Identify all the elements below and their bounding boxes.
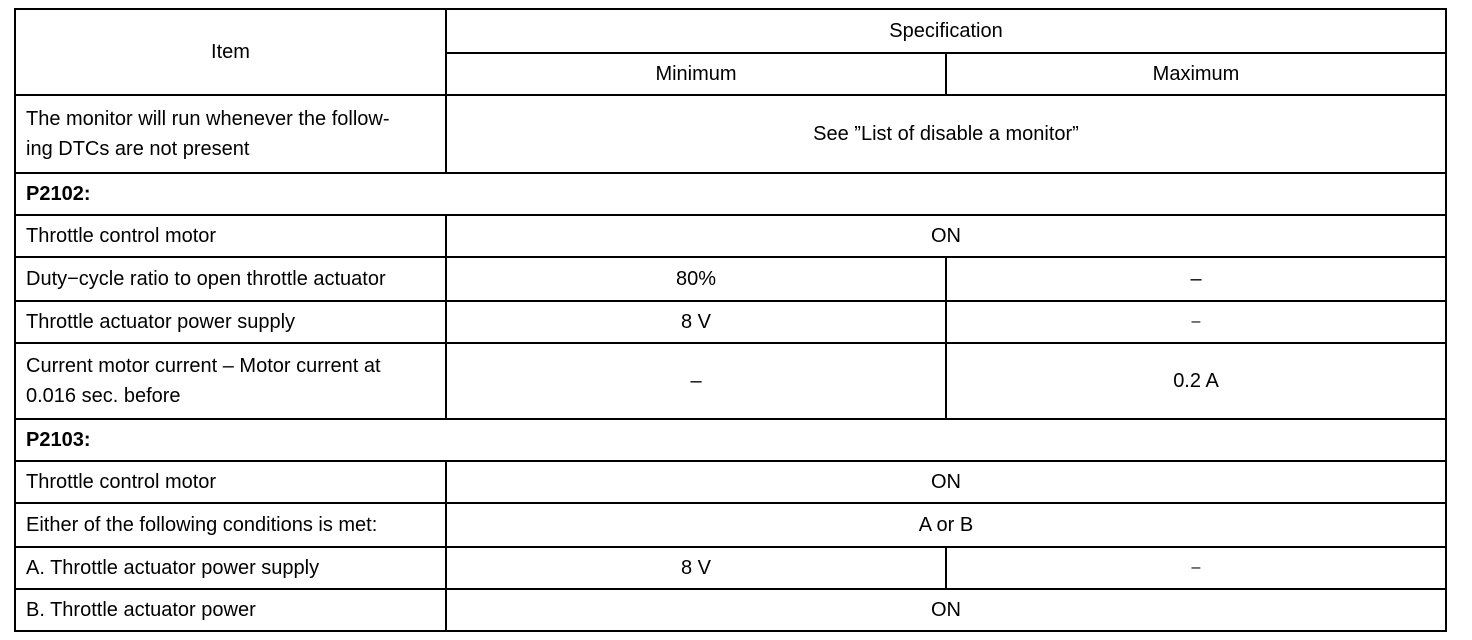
row-max: – [946,547,1446,589]
row-item: A. Throttle actuator power supply [15,547,446,589]
row-spec: ON [446,589,1446,631]
table-row [15,589,1446,631]
table-row [15,95,1446,173]
table-row [15,461,1446,503]
row-max: – [946,301,1446,343]
row-max: – [946,257,1446,301]
row-min: 8 V [446,301,946,343]
row-item-monitor-line2: ing DTCs are not present [26,138,250,160]
table-row [15,343,1446,419]
table-row [15,257,1446,301]
row-item: B. Throttle actuator power [15,589,446,631]
table-row [15,547,1446,589]
section-row-p2103 [15,419,1446,461]
section-label-p2102: P2102: [15,173,1446,215]
row-item: Throttle control motor [15,461,446,503]
table-row [15,215,1446,257]
row-item-monitor [15,95,446,173]
row-item: Throttle control motor [15,215,446,257]
table-header-row [15,9,1446,53]
row-min: 8 V [446,547,946,589]
row-item-current [15,343,446,419]
header-maximum: Maximum [946,53,1446,95]
row-spec: ON [446,461,1446,503]
row-max: 0.2 A [946,343,1446,419]
row-item-monitor-line1: The monitor will run whenever the follow- [26,108,390,130]
row-item: Either of the following conditions is met: [15,503,446,547]
header-item: Item [15,9,446,95]
row-item: Duty−cycle ratio to open throttle actuator [15,257,446,301]
row-spec-monitor: See ”List of disable a monitor” [446,95,1446,173]
header-minimum: Minimum [446,53,946,95]
row-spec: ON [446,215,1446,257]
section-row-p2102 [15,173,1446,215]
row-item-current-line2: 0.016 sec. before [26,385,181,407]
row-min: 80% [446,257,946,301]
table-row [15,301,1446,343]
row-min: – [446,343,946,419]
row-spec: A or B [446,503,1446,547]
row-item: Throttle actuator power supply [15,301,446,343]
section-label-p2103: P2103: [15,419,1446,461]
specification-table [14,8,1447,632]
row-item-current-line1: Current motor current – Motor current at [26,355,381,377]
table-row [15,503,1446,547]
header-specification: Specification [446,9,1446,53]
